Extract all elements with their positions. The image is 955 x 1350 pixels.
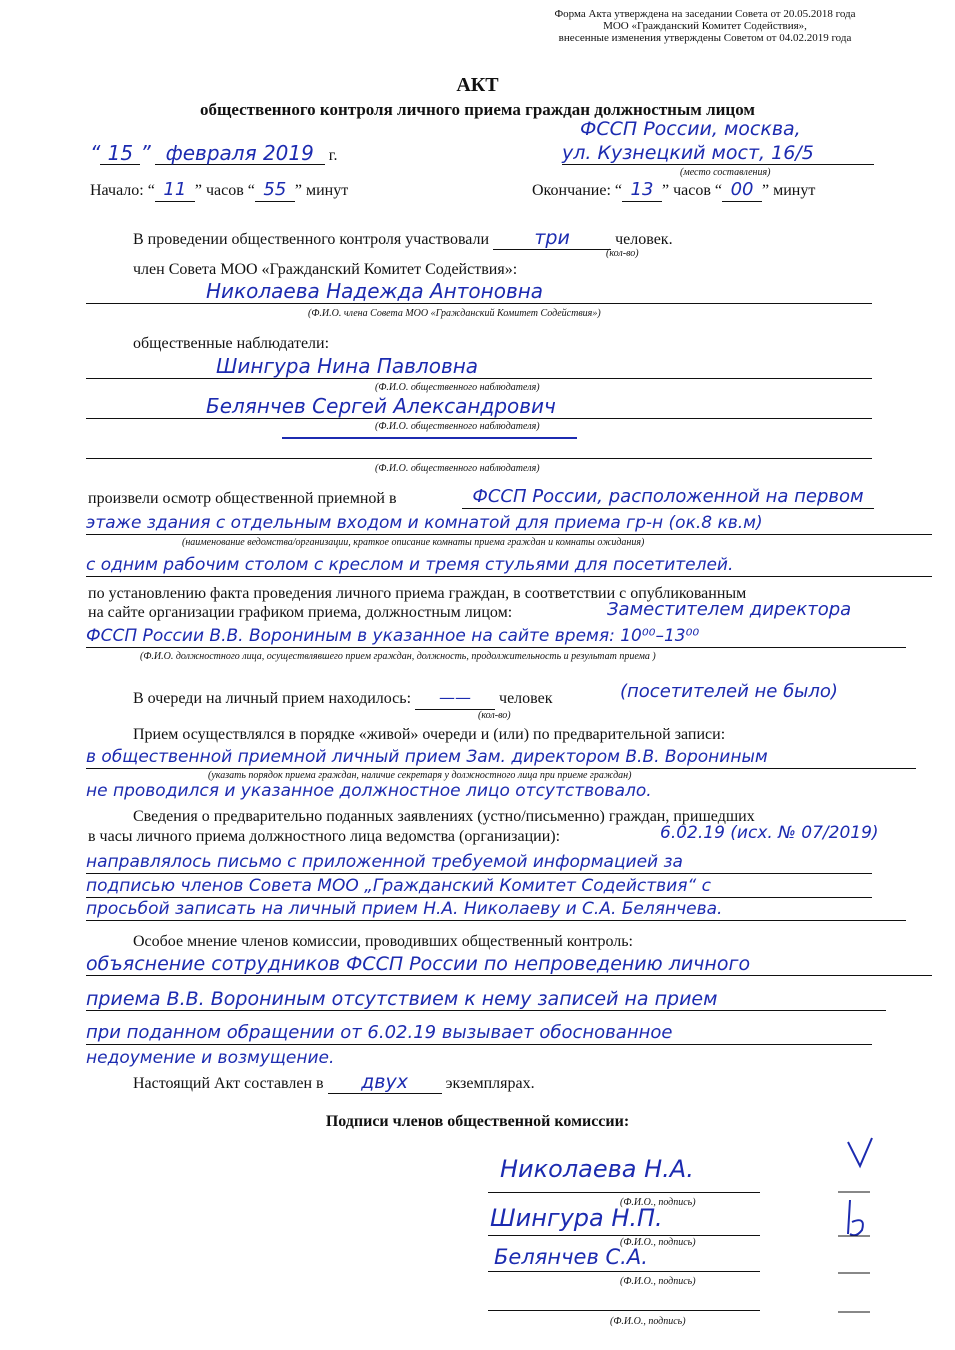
applications-text-3: просьбой записать на личный прием Н.А. Николаеву и С.А. Белянчева. [86,898,906,921]
observer-caption-3: (Ф.И.О. общественного наблюдателя) [375,463,540,474]
date-day: 15 [100,142,140,165]
date-month-year: февраля 2019 [155,142,325,165]
participants-label: В проведении общественного контроля участвовали [133,231,490,248]
council-caption: (Ф.И.О. члена Совета МОО «Гражданский Комитет Содействия») [308,308,601,319]
header-line-2: МОО «Гражданский Комитет Содействия», [603,20,807,32]
signature-caption-2: (Ф.И.О., подпись) [620,1237,696,1248]
date-close-quote: ” [140,141,151,165]
fact-line-1: по установлению факта проведения личного приема граждан, в соответствии с опубликованным [88,585,747,602]
minutes-label: ” минут [294,182,349,199]
observer-caption-1: (Ф.И.О. общественного наблюдателя) [375,382,540,393]
order-label: Прием осуществлялся в порядке «живой» очереди и (или) по предварительной записи: [133,726,726,743]
place-line-1: ФССП России, москва, [580,118,801,140]
end-minutes: 00 [722,179,762,202]
opinion-text-3: при поданном обращении от 6.02.19 вызывает обоснованное [86,1022,872,1045]
inspection-text-1: ФССП России, расположенной на первом [462,486,874,509]
opinion-label: Особое мнение членов комиссии, проводивших общественный контроль: [133,933,633,950]
participants-row [133,227,673,250]
copies-row [133,1071,535,1094]
applications-text-2: подписью членов Совета МОО „Гражданский Комитет Содействия“ с [86,875,872,898]
queue-note: (посетителей не было) [620,681,838,702]
hours-label: ” часов “ [194,182,255,199]
inspection-text-2: этаже здания с отдельным входом и комнатой для приема гр-н (ок.8 кв.м) [86,512,932,535]
copies-suffix: экземплярах. [445,1075,535,1092]
signature-caption-4: (Ф.И.О., подпись) [610,1316,686,1327]
queue-caption: (кол-во) [478,710,511,721]
place-line-2: ул. Кузнецкий мост, 16/5 [562,142,874,165]
participants-suffix: человек. [615,231,673,248]
signature-line-2 [488,1235,760,1236]
council-label: член Совета МОО «Гражданский Комитет Содействия»: [133,261,518,278]
copies-count: двух [328,1071,442,1094]
signature-caption-3: (Ф.И.О., подпись) [620,1276,696,1287]
inspection-text-3: с одним рабочим столом с креслом и тремя стульями для посетителей. [86,554,932,577]
signature-3: Белянчев С.А. [494,1245,648,1269]
official-text-1: Заместителем директора [607,599,852,620]
observers-label: общественные наблюдатели: [133,335,330,352]
observer-caption-2: (Ф.И.О. общественного наблюдателя) [375,421,540,432]
opinion-text-4: недоумение и возмущение. [86,1048,335,1068]
end-hours-label: ” часов “ [662,182,723,199]
applications-text-1: направлялось письмо с приложенной требуемой информацией за [86,851,872,874]
signature-line-1 [488,1192,760,1193]
place-caption: (место составления) [680,167,771,178]
form-approval-header [520,8,890,44]
order-caption: (указать порядок приема граждан, наличие секретаря у должностного лица при приеме граждан) [208,770,632,781]
document-subtitle: общественного контроля личного приема граждан должностным лицом [200,100,755,119]
end-label: Окончание: “ [532,182,622,199]
header-line-3: внесенные изменения утверждены Советом от 04.02.2019 года [558,32,852,44]
inspection-caption: (наименование ведомства/организации, краткое описание комнаты приема граждан и комнаты ожидания) [182,537,645,548]
queue-label: В очереди на личный прием находилось: [133,690,412,707]
participants-count-caption: (кол-во) [606,248,639,259]
end-hours: 13 [622,179,662,202]
observer-1: Шингура Нина Павловна [86,355,872,379]
end-minutes-label: ” минут [762,182,816,199]
applications-line-1: Сведения о предварительно поданных заявлениях (устно/письменно) граждан, пришедших [133,808,755,825]
date-open-quote: “ [90,141,101,165]
applications-line-2: в часы личного приема должностного лица ведомства (организации): [88,828,561,845]
applications-text-0: 6.02.19 (исх. № 07/2019) [660,823,879,843]
date-suffix: г. [328,147,338,164]
start-label: Начало: “ [90,182,155,199]
official-text-2: ФССП России В.В. Ворониным в указанное на сайте время: 10⁰⁰–13⁰⁰ [86,625,906,648]
queue-count: —— [415,687,495,710]
start-time-row [90,179,348,202]
council-member: Николаева Надежда Антоновна [86,280,872,304]
signature-caption-1: (Ф.И.О., подпись) [620,1197,696,1208]
signature-1: Николаева Н.А. [500,1155,694,1183]
start-hours: 11 [155,179,195,202]
order-text-2: не проводился и указанное должностное лицо отсутствовало. [86,781,652,801]
order-text-1: в общественной приемной личный прием Зам. директором В.В. Ворониным [86,746,916,769]
copies-label: Настоящий Акт составлен в [133,1075,324,1092]
header-line-1: Форма Акта утверждена на заседании Совета от 20.05.2018 года [554,8,856,20]
signatures-title: Подписи членов общественной комиссии: [325,1113,630,1130]
opinion-text-2: приема В.В. Ворониным отсутствием к нему записей на прием [86,988,886,1011]
handwritten-underline [282,437,577,439]
inspection-label: произвели осмотр общественной приемной в [88,490,397,507]
participants-count: три [493,227,611,250]
signature-line-4 [488,1310,760,1311]
official-caption: (Ф.И.О. должностного лица, осуществлявшего прием граждан, должность, продолжительность и результат приема ) [140,651,656,662]
queue-row [133,687,552,710]
observer-3-line [86,458,872,459]
end-time-row [532,179,815,202]
observer-2: Белянчев Сергей Александрович [86,395,872,419]
signature-2: Шингура Н.П. [490,1204,663,1232]
fact-line-2: на сайте организации графиком приема, должностным лицом: [88,604,513,621]
queue-suffix: человек [499,690,553,707]
opinion-text-1: объяснение сотрудников ФССП России по непроведению личного [86,953,932,976]
start-minutes: 55 [255,179,295,202]
document-title: АКТ [456,74,499,96]
date-row [90,142,338,165]
margin-marks [830,1130,890,1330]
signature-line-3 [488,1271,760,1272]
